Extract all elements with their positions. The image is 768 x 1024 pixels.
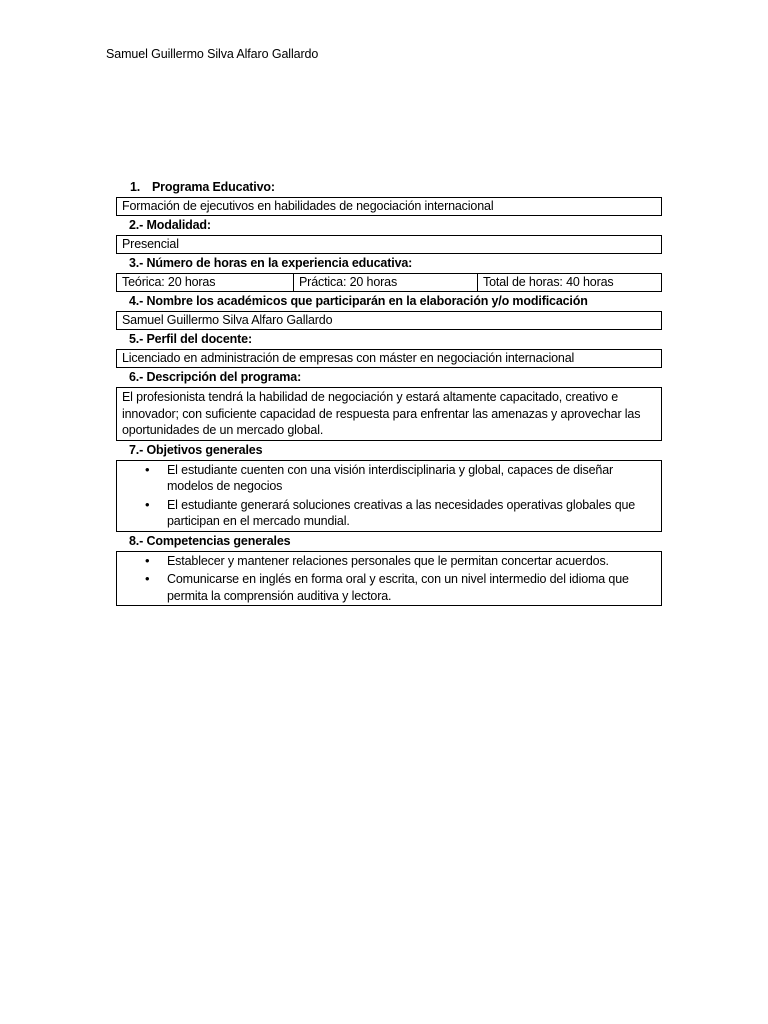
perfil-docente-box xyxy=(116,349,662,368)
modalidad-value: Presencial xyxy=(122,237,179,251)
list-item xyxy=(117,462,661,495)
competencia-text: Comunicarse en inglés en forma oral y escrita, con un nivel intermedio del idioma que permita la comprensión auditiva y lectora. xyxy=(167,572,629,603)
objetivo-text: El estudiante cuenten con una visión interdisciplinaria y global, capaces de diseñar modelos de negocios xyxy=(167,462,614,493)
objetivo-text: El estudiante generará soluciones creativas a las necesidades operativas globales que participan en el mercado mundial. xyxy=(167,497,636,528)
section-heading-modalidad: 2.- Modalidad: xyxy=(129,218,211,232)
competencias-list xyxy=(117,552,661,606)
academicos-value: Samuel Guillermo Silva Alfaro Gallardo xyxy=(122,313,333,327)
modalidad-box xyxy=(116,235,662,254)
descripcion-box xyxy=(116,387,662,441)
section-title: Programa Educativo: xyxy=(152,180,275,194)
document-author: Samuel Guillermo Silva Alfaro Gallardo xyxy=(106,47,319,61)
section-heading-programa-educativo xyxy=(116,178,662,197)
bullet-icon: • xyxy=(145,461,150,477)
program-form xyxy=(116,178,662,606)
horas-practica-cell: Práctica: 20 horas xyxy=(293,274,477,291)
list-item xyxy=(117,571,661,604)
perfil-docente-value: Licenciado en administración de empresas con máster en negociación internacional xyxy=(122,351,575,365)
section-heading-descripcion: 6.- Descripción del programa: xyxy=(129,370,302,384)
horas-table-row xyxy=(116,273,662,292)
list-item xyxy=(117,553,661,570)
bullet-icon: • xyxy=(145,552,150,568)
section-number: 1. xyxy=(130,180,141,194)
horas-total-cell: Total de horas: 40 horas xyxy=(477,274,661,291)
programa-educativo-value: Formación de ejecutivos en habilidades de negociación internacional xyxy=(122,199,494,213)
list-item xyxy=(117,497,661,530)
academicos-box xyxy=(116,311,662,330)
section-heading-horas: 3.- Número de horas en la experiencia educativa: xyxy=(129,256,413,270)
competencia-text: Establecer y mantener relaciones personales que le permitan concertar acuerdos. xyxy=(167,553,609,568)
competencias-box xyxy=(116,551,662,607)
section-heading-objetivos: 7.- Objetivos generales xyxy=(129,442,263,457)
descripcion-value: El profesionista tendrá la habilidad de negociación y estará altamente capacitado, creativo e innovador; con suficiente capacidad de respuesta para enfrentar las amenazas y aprovechar las oportunidades de un mercado global. xyxy=(122,390,641,437)
objetivos-box xyxy=(116,460,662,532)
section-heading-perfil-docente: 5.- Perfil del docente: xyxy=(129,332,252,346)
section-heading-academicos: 4.- Nombre los académicos que participarán en la elaboración y/o modificación xyxy=(129,294,588,308)
section-heading-competencias: 8.- Competencias generales xyxy=(129,533,291,548)
programa-educativo-box xyxy=(116,197,662,216)
bullet-icon: • xyxy=(145,496,150,512)
objetivos-list xyxy=(117,461,661,531)
bullet-icon: • xyxy=(145,571,150,586)
horas-teorica-cell: Teórica: 20 horas xyxy=(122,275,216,289)
